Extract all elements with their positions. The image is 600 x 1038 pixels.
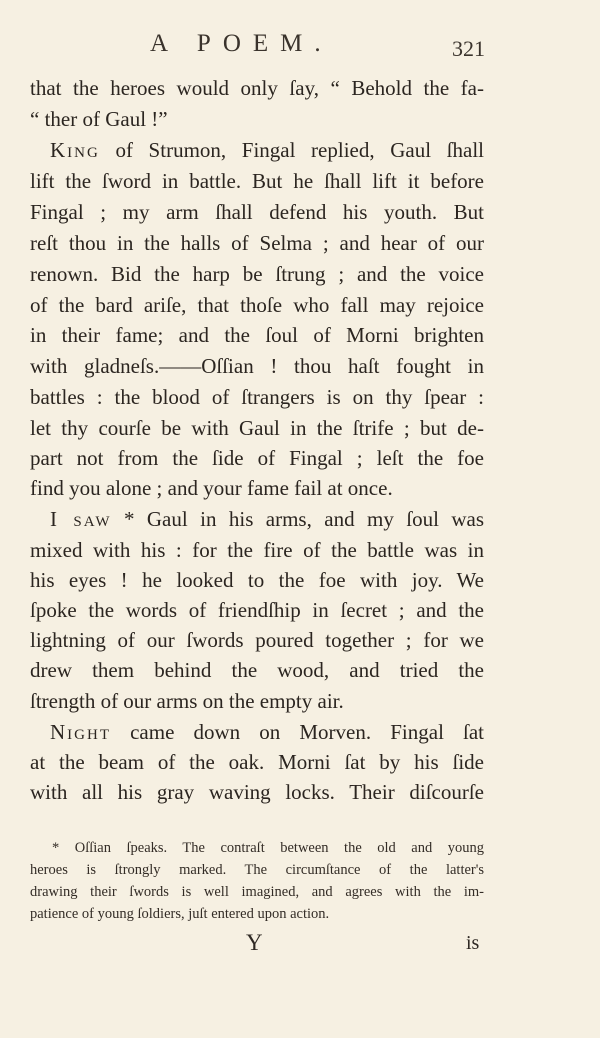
text-line: find you alone ; and your fame fail at once. xyxy=(30,476,393,500)
footnote-line: heroes is ſtrongly marked. The circumſtance of the latter's xyxy=(30,862,484,878)
paragraph-lead: King xyxy=(50,138,100,162)
text-line: at the beam of the oak. Morni ſat by his ſide xyxy=(30,750,484,774)
text-line: with gladneſs.——Oſſian ! thou haſt fought in xyxy=(30,354,484,378)
footnote-line: drawing their ſwords is well imagined, and agrees with the im- xyxy=(30,884,484,900)
running-head xyxy=(0,30,600,62)
text-line: lightning of our ſwords poured together ; for we xyxy=(30,628,484,652)
running-title: A POEM. xyxy=(150,30,333,57)
text-line: mixed with his : for the fire of the battle was in xyxy=(30,538,484,562)
footnote-line: * Oſſian ſpeaks. The contraſt between the old and young xyxy=(52,840,484,856)
paragraph-lead: Night xyxy=(50,720,111,744)
text-line: his eyes ! he looked to the foe with joy. We xyxy=(30,568,484,592)
text-line: ſtrength of our arms on the empty air. xyxy=(30,689,344,713)
text-line: Fingal ; my arm ſhall defend his youth. But xyxy=(30,200,484,224)
text-line: lift the ſword in battle. But he ſhall lift it before xyxy=(30,169,484,193)
text-line: ſpoke the words of friendſhip in ſecret ; and the xyxy=(30,598,484,622)
text-line: that the heroes would only ſay, “ Behold the fa- xyxy=(30,76,484,100)
text-line: “ ther of Gaul !” xyxy=(30,107,168,131)
text-line xyxy=(50,138,484,162)
text-line: of the bard ariſe, that thoſe who fall may rejoice xyxy=(30,293,484,317)
page-number: 321 xyxy=(452,36,485,61)
text-line: part not from the ſide of Fingal ; leſt the foe xyxy=(30,446,484,470)
text-line: in their fame; and the ſoul of Morni brighten xyxy=(30,323,484,347)
paragraph-lead-rest: came down on Morven. Fingal ſat xyxy=(111,720,484,744)
paragraph-lead-rest: of Strumon, Fingal replied, Gaul ſhall xyxy=(99,138,484,162)
text-line: battles : the blood of ſtrangers is on thy ſpear : xyxy=(30,385,484,409)
signature-mark: Y xyxy=(246,930,263,955)
catchword: is xyxy=(466,932,480,954)
text-line: let thy courſe be with Gaul in the ſtrife ; but de- xyxy=(30,416,484,440)
paragraph-lead: I saw xyxy=(50,507,112,531)
text-line xyxy=(50,507,484,531)
text-line: with all his gray waving locks. Their diſcourſe xyxy=(30,780,484,804)
text-line: reſt thou in the halls of Selma ; and hear of our xyxy=(30,231,484,255)
footnote-line: patience of young ſoldiers, juſt entered upon action. xyxy=(30,906,330,922)
text-line xyxy=(50,720,484,744)
text-line: renown. Bid the harp be ſtrung ; and the voice xyxy=(30,262,484,286)
paragraph-lead-rest: * Gaul in his arms, and my ſoul was xyxy=(111,507,485,531)
text-line: drew them behind the wood, and tried the xyxy=(30,658,484,682)
